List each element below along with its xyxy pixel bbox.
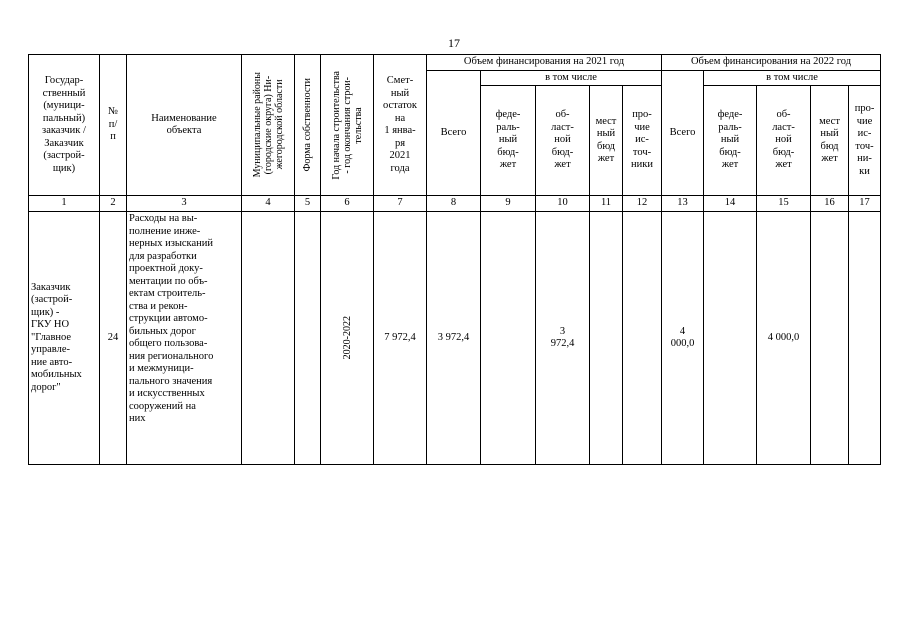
column-number: 12 (623, 196, 662, 212)
cell-ownership (295, 212, 321, 465)
header-financing-2022: Объем финансирования на 2022 год (662, 55, 881, 71)
header-local-2022: мест ный бюд жет (811, 86, 849, 196)
table-row (29, 212, 881, 465)
cell-other-2021 (623, 212, 662, 465)
cell-years: 2020-2022 (321, 212, 374, 465)
column-number: 1 (29, 196, 100, 212)
cell-federal-2021 (481, 212, 536, 465)
column-number: 16 (811, 196, 849, 212)
header-ownership: Форма собственности (295, 55, 321, 196)
header-including-2022: в том числе (704, 70, 881, 86)
header-total-2021: Всего (427, 70, 481, 196)
header-districts: Муниципальные районы (городские округа) Ни- жегородской области (242, 55, 295, 196)
header-federal-2021: феде- раль- ный бюд- жет (481, 86, 536, 196)
header-local-2021: мест ный бюд жет (590, 86, 623, 196)
column-number-row (29, 196, 881, 212)
financing-table (28, 54, 881, 465)
header-object-name: Наименование объекта (127, 55, 242, 196)
column-number: 5 (295, 196, 321, 212)
page-number: 17 (448, 36, 460, 50)
column-number: 3 (127, 196, 242, 212)
column-number: 9 (481, 196, 536, 212)
column-number: 6 (321, 196, 374, 212)
header-regional-2021: об- ласт- ной бюд- жет (536, 86, 590, 196)
header-years: Год начала строительства - год окончания строи- тельства (321, 55, 374, 196)
header-other-2022: про- чие ис- точ- ни- ки (849, 86, 881, 196)
cell-object-name: Расходы на вы- полнение инже- нерных изысканий для разработки проектной доку- ментации по объ- ектам строитель- ства и рекон- струкции автомо- бильных дорог общего пользова- ния регионального и межмуници- пального значения и искусственных сооружений на них (127, 212, 242, 465)
cell-total-2022: 4 000,0 (662, 212, 704, 465)
cell-districts (242, 212, 295, 465)
column-number: 4 (242, 196, 295, 212)
header-estimated-balance: Смет- ный остаток на 1 янва- ря 2021 года (374, 55, 427, 196)
header-including-2021: в том числе (481, 70, 662, 86)
cell-local-2022 (811, 212, 849, 465)
column-number: 15 (757, 196, 811, 212)
column-number: 7 (374, 196, 427, 212)
column-number: 2 (100, 196, 127, 212)
header-federal-2022: феде- раль- ный бюд- жет (704, 86, 757, 196)
header-index: № п/ п (100, 55, 127, 196)
column-number: 14 (704, 196, 757, 212)
column-number: 10 (536, 196, 590, 212)
header-regional-2022: об- ласт- ной бюд- жет (757, 86, 811, 196)
cell-regional-2022: 4 000,0 (757, 212, 811, 465)
column-number: 17 (849, 196, 881, 212)
cell-regional-2021: 3 972,4 (536, 212, 590, 465)
header-customer: Государ- ственный (муници- пальный) заказчик / Заказчик (застрой- щик) (29, 55, 100, 196)
cell-customer: Заказчик (застрой- щик) - ГКУ НО "Главное управле- ние авто- мобильных дорог" (29, 212, 100, 465)
cell-federal-2022 (704, 212, 757, 465)
cell-index: 24 (100, 212, 127, 465)
header-financing-2021: Объем финансирования на 2021 год (427, 55, 662, 71)
column-number: 13 (662, 196, 704, 212)
cell-estimated-balance: 7 972,4 (374, 212, 427, 465)
cell-total-2021: 3 972,4 (427, 212, 481, 465)
cell-local-2021 (590, 212, 623, 465)
cell-other-2022 (849, 212, 881, 465)
header-other-2021: про- чие ис- точ- ники (623, 86, 662, 196)
column-number: 8 (427, 196, 481, 212)
header-total-2022: Всего (662, 70, 704, 196)
column-number: 11 (590, 196, 623, 212)
